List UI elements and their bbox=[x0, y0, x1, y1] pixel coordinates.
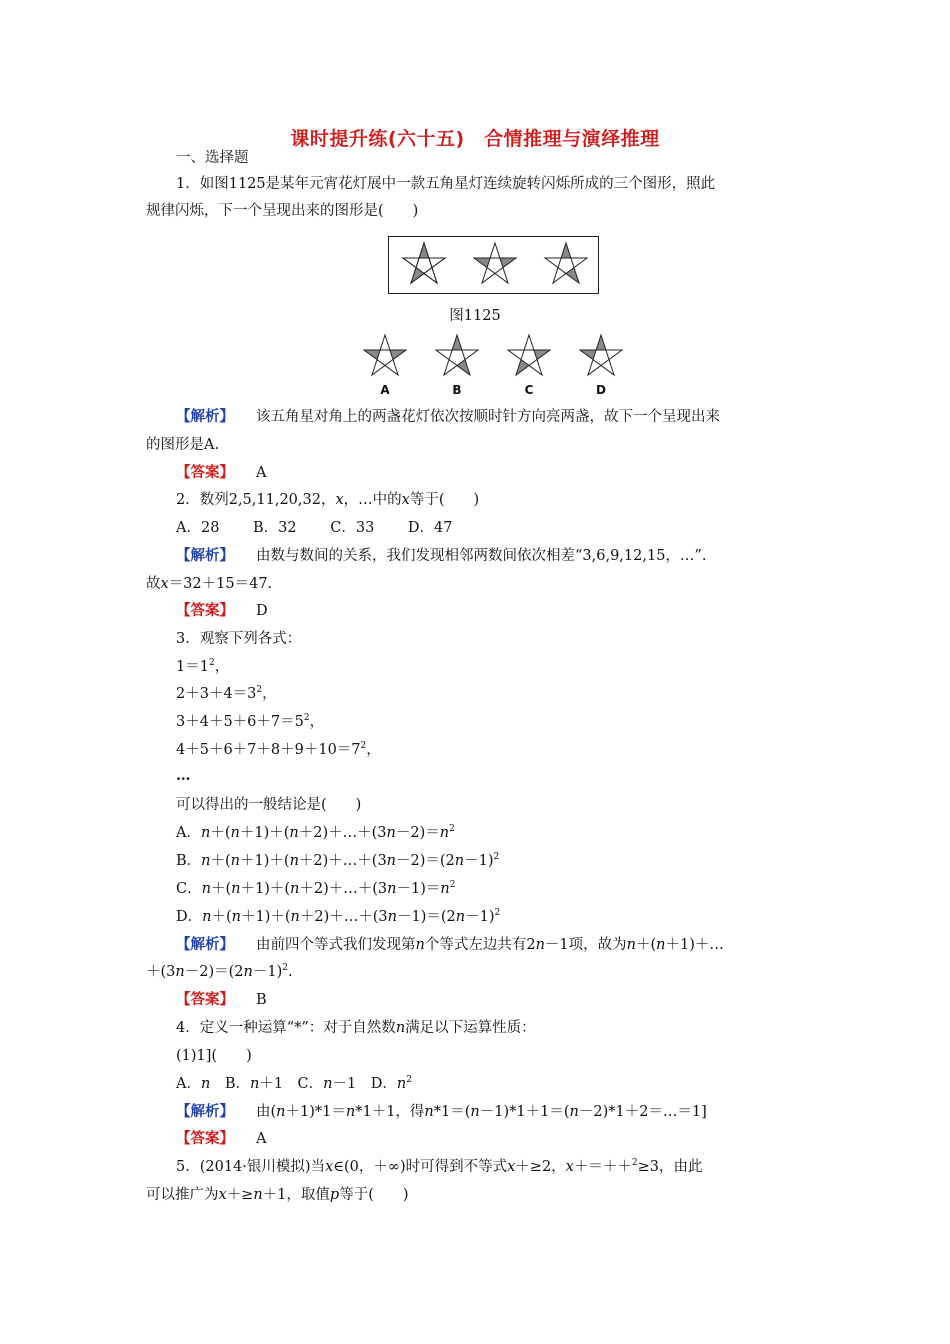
q1-option-d-label: D bbox=[596, 383, 606, 397]
q1-option-a-label: A bbox=[380, 383, 390, 397]
q1-option-b-label: B bbox=[452, 383, 462, 397]
q1-option-c-star bbox=[504, 332, 554, 382]
q2-options: A．28 B．32 C．33 D．47 bbox=[176, 520, 453, 536]
q4-answer-tag: 【答案】 bbox=[176, 1131, 234, 1147]
q1-option-c-label: C bbox=[524, 383, 534, 397]
q3-question: 可以得出的一般结论是( ) bbox=[176, 797, 362, 813]
q4-analysis: 【解析】 由(n＋1)*1＝n*1＋1，得n*1＝(n－1)*1＋1＝(n－2)*1＋2＝…＝1] bbox=[176, 1104, 707, 1120]
q1-text-line1: 1．如图1125是某年元宵花灯展中一款五角星灯连续旋转闪烁所成的三个图形，照此 bbox=[176, 176, 716, 192]
star-figure-1 bbox=[403, 243, 445, 283]
q1-analysis-line1: 【解析】 该五角星对角上的两盏花灯依次按顺时针方向亮两盏，故下一个呈现出来 bbox=[176, 409, 720, 425]
q1-figure-box bbox=[388, 236, 599, 294]
q1-answer-tag: 【答案】 bbox=[176, 465, 234, 481]
q3-analysis-tag: 【解析】 bbox=[176, 937, 234, 953]
q3-ellipsis: … bbox=[176, 767, 191, 784]
q4-answer: 【答案】 A bbox=[176, 1131, 267, 1147]
q4-subitem: (1)1]( ) bbox=[176, 1048, 252, 1064]
q2-answer: 【答案】 D bbox=[176, 603, 268, 619]
q2-text: 2．数列2,5,11,20,32，x，…中的x等于( ) bbox=[176, 492, 480, 508]
q2-analysis-tag: 【解析】 bbox=[176, 548, 234, 564]
q4-options: A．n B．n＋1 C．n－1 D．$n^2$ bbox=[176, 1075, 412, 1092]
q3-option-c: C．$n+(n+1)+(n+2)+\dots+(3n-1)=n^2$ bbox=[176, 880, 456, 897]
star-figure-2 bbox=[474, 243, 516, 283]
q3-text: 3．观察下列各式： bbox=[176, 631, 302, 647]
q2-analysis-line1: 【解析】 由数与数间的关系，我们发现相邻两数间依次相差“3,6,9,12,15，…”. bbox=[176, 548, 707, 564]
q1-figure-caption: 图1125 bbox=[449, 308, 501, 324]
q3-analysis-line1: 【解析】 由前四个等式我们发现第n个等式左边共有2n－1项，故为n＋(n＋1)＋… bbox=[176, 937, 724, 953]
q5-text-line2: 可以推广为x＋≥n＋1，取值p等于( ) bbox=[146, 1187, 409, 1203]
q1-option-b-star bbox=[432, 332, 482, 382]
q5-text-line1: 5．(2014·银川模拟)当x∈(0，＋∞)时可得到不等式x＋≥2，x＋＝＋＋$^2$≥3，由此 bbox=[176, 1158, 703, 1175]
q4-analysis-tag: 【解析】 bbox=[176, 1104, 234, 1120]
q3-eq1: $1=1^2$， bbox=[176, 658, 230, 675]
q3-analysis-line2: $+(3n-2)=(2n-1)^2$. bbox=[146, 963, 293, 980]
q1-answer: 【答案】 A bbox=[176, 465, 267, 481]
q3-eq4: $4+5+6+7+8+9+10=7^2$， bbox=[176, 741, 381, 758]
q1-option-d-star bbox=[576, 332, 626, 382]
q1-text-line2: 规律闪烁，下一个呈现出来的图形是( ) bbox=[146, 203, 419, 219]
q1-figure-stars bbox=[389, 237, 598, 293]
star-figure-3 bbox=[545, 243, 587, 283]
q3-answer-tag: 【答案】 bbox=[176, 992, 234, 1008]
q3-option-b: B．$n+(n+1)+(n+2)+\dots+(3n-2)=(2n-1)^2$ bbox=[176, 852, 500, 869]
q4-text: 4．定义一种运算“*”：对于自然数n满足以下运算性质： bbox=[176, 1020, 536, 1036]
q1-option-a-star bbox=[360, 332, 410, 382]
q3-option-a: A．$n+(n+1)+(n+2)+\dots+(3n-2)=n^2$ bbox=[176, 824, 455, 841]
section-heading: 一、选择题 bbox=[176, 150, 249, 166]
q1-analysis-line2: 的图形是A. bbox=[146, 437, 220, 453]
q3-option-d: D．$n+(n+1)+(n+2)+\dots+(3n-1)=(2n-1)^2$ bbox=[176, 908, 501, 925]
q3-eq3: $3+4+5+6+7=5^2$， bbox=[176, 713, 325, 730]
q3-eq2: $2+3+4=3^2$， bbox=[176, 685, 277, 702]
q3-answer: 【答案】 B bbox=[176, 992, 267, 1008]
q2-analysis-line2: 故x＝32＋15＝47. bbox=[146, 576, 273, 592]
page-title: 课时提升练(六十五) 合情推理与演绎推理 bbox=[290, 128, 660, 150]
q1-analysis-tag: 【解析】 bbox=[176, 409, 234, 425]
q2-answer-tag: 【答案】 bbox=[176, 603, 234, 619]
